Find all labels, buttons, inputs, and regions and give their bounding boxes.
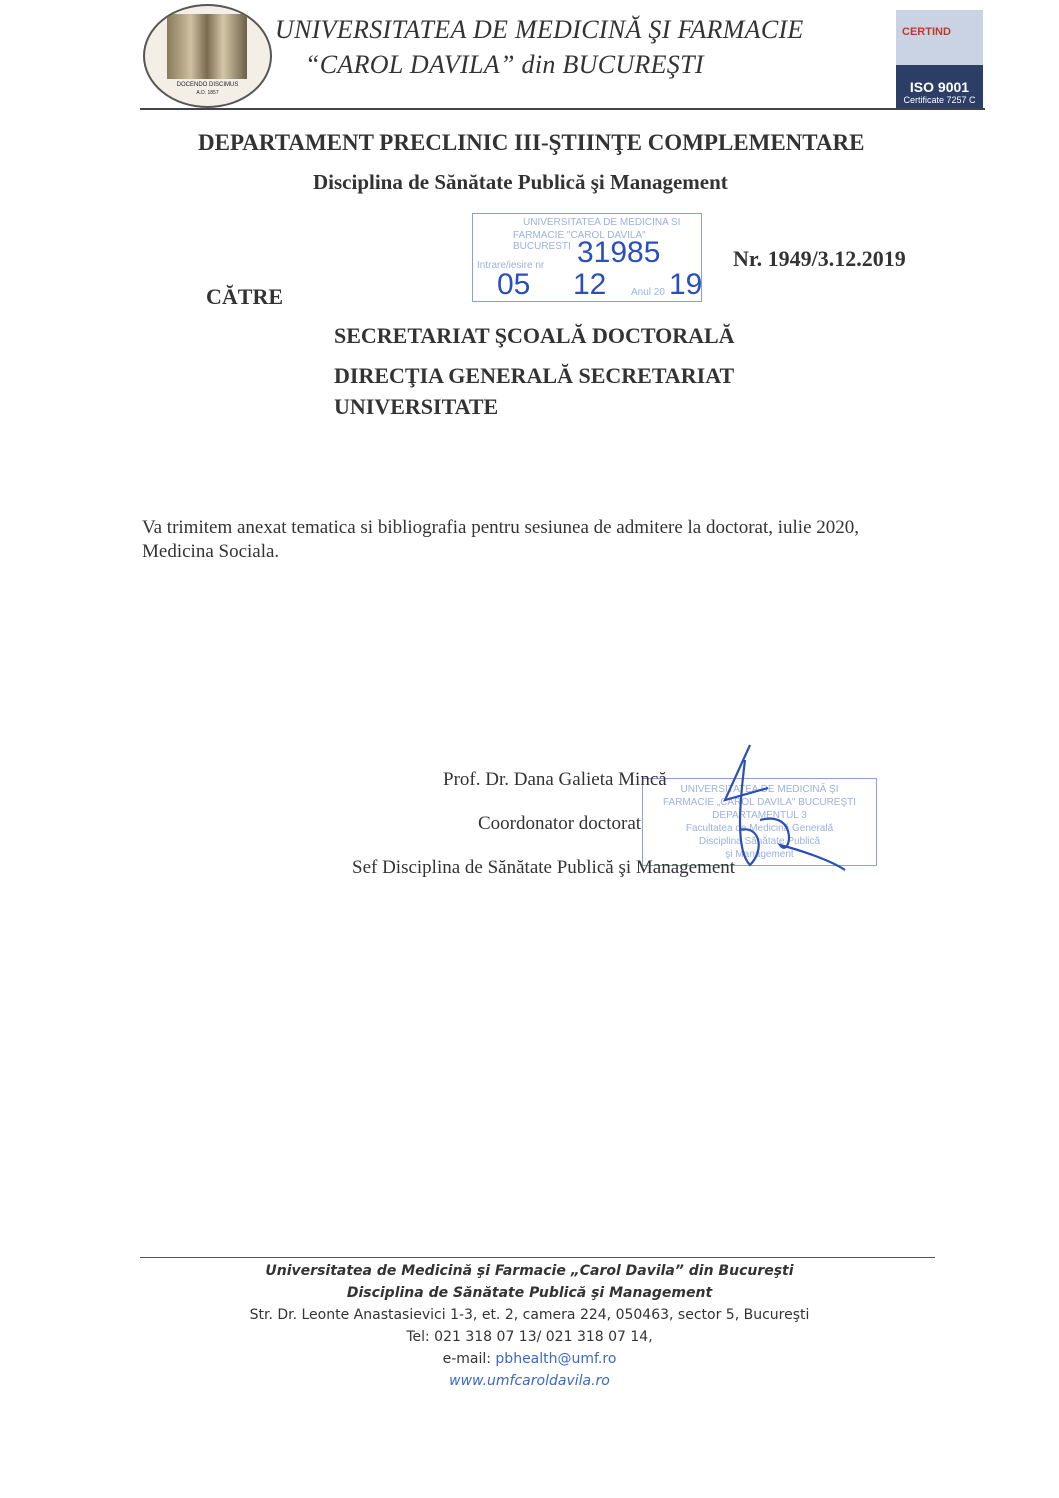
reference-number: Nr. 1949/3.12.2019 [733, 246, 906, 271]
stamp-month: 12 [573, 268, 607, 301]
seal-motto: DOCENDO DISCIMUS [176, 82, 239, 88]
stamp-line2: FARMACIE "CAROL DAVILA" BUCURESTI [513, 230, 646, 252]
dept-stamp-line2: FARMACIE „CAROL DAVILA" BUCUREŞTI [662, 797, 857, 808]
dept-stamp-line6: şi Management [725, 849, 794, 860]
footer-email-line [0, 1348, 1059, 1370]
university-seal [143, 4, 272, 108]
footer-divider [140, 1257, 935, 1258]
footer-email-link[interactable]: pbhealth@umf.ro [495, 1351, 617, 1367]
footer-address: Str. Dr. Leonte Anastasievici 1-3, et. 2, camera 224, 050463, sector 5, Bucureşti [249, 1307, 810, 1323]
iso-certification-logo [896, 10, 983, 108]
header-divider [140, 108, 985, 110]
certind-label: CERTIND [902, 26, 951, 38]
stamp-year: 19 [669, 268, 703, 301]
dept-stamp-line5: Disciplina Sănătate Publică [698, 836, 821, 847]
seal-year: A.D. 1857 [196, 90, 219, 96]
signatory-position: Sef Disciplina de Sănătate Publică şi Management [352, 857, 736, 878]
dept-stamp-line1: UNIVERSITATEA DE MEDICINĂ ŞI [680, 784, 839, 795]
stamp-line1: UNIVERSITATEA DE MEDICINA SI [523, 217, 681, 228]
recipient-1: SECRETARIAT ŞCOALĂ DOCTORALĂ [334, 323, 735, 348]
addressee-label: CĂTRE [206, 284, 284, 309]
stamp-day: 05 [497, 268, 531, 301]
footer-email-label: e-mail: [442, 1351, 496, 1367]
iso-label: ISO 9001 [909, 79, 970, 95]
letter-body: Va trimitem anexat tematica si bibliografia pentru sesiunea de admitere la doctorat, iulie 2020, Medicina Sociala. [142, 517, 859, 562]
signatory-name: Prof. Dr. Dana Galieta Mincă [443, 769, 667, 790]
recipient-3: UNIVERSITATE [334, 394, 499, 419]
handwritten-signature [680, 740, 860, 875]
signatory-role: Coordonator doctorat [478, 813, 642, 834]
university-name-line1: UNIVERSITATEA DE MEDICINĂ ŞI FARMACIE [275, 15, 804, 44]
stamp-nr-label: Intrare/iesire nr [477, 260, 545, 271]
footer-website-link[interactable]: www.umfcaroldavila.ro [449, 1373, 610, 1389]
certificate-number: Certificate 7257 C [903, 95, 976, 105]
footer-discipline: Disciplina de Sănătate Publică şi Management [346, 1285, 713, 1301]
stamp-year-label: Anul 20 [631, 287, 665, 298]
recipient-2: DIRECŢIA GENERALĂ SECRETARIAT [334, 363, 735, 388]
footer-university: Universitatea de Medicină şi Farmacie „Carol Davila” din Bucureşti [265, 1263, 794, 1279]
dept-stamp-line4: Facultatea de Medicină Generală [685, 823, 834, 834]
stamp-number: 31985 [577, 236, 661, 269]
university-name-line2: “CAROL DAVILA” din BUCUREŞTI [305, 50, 704, 79]
department-title: DEPARTAMENT PRECLINIC III-ŞTIINŢE COMPLEMENTARE [198, 130, 865, 155]
footer [0, 1260, 1059, 1392]
footer-phone: Tel: 021 318 07 13/ 021 318 07 14, [406, 1329, 653, 1345]
registration-stamp [472, 213, 702, 302]
dept-stamp-line3: DEPARTAMENTUL 3 [712, 810, 807, 821]
discipline-title: Disciplina de Sănătate Publică şi Management [313, 170, 728, 194]
